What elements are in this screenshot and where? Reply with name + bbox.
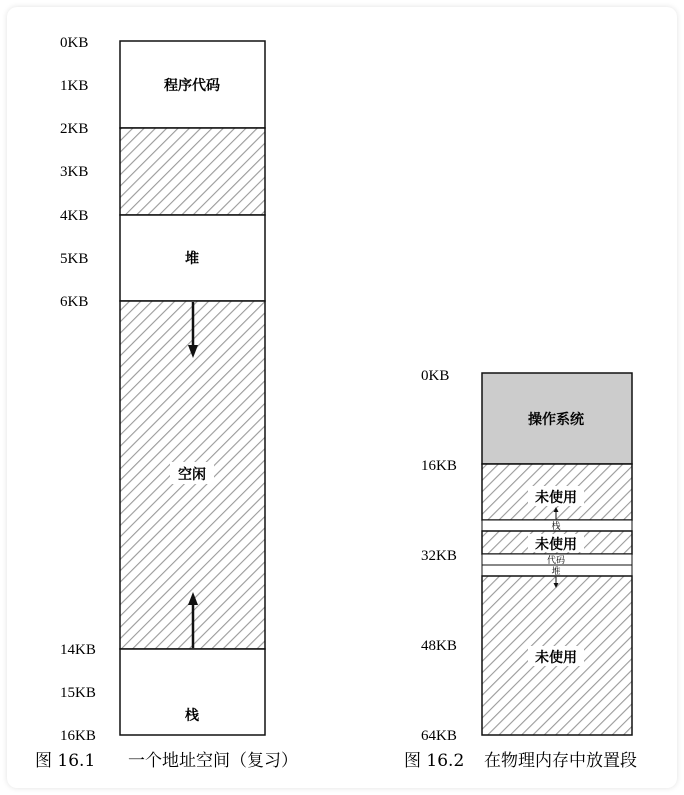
fig1-code-label: 程序代码: [164, 78, 220, 94]
fig2-caption-text: 在物理内存中放置段: [484, 751, 637, 771]
fig1-tick-1kb: 1KB: [60, 78, 89, 94]
fig2-code-label: 代码: [546, 556, 566, 566]
fig1-tick-16kb: 16KB: [60, 728, 96, 744]
fig2-tick-16kb: 16KB: [421, 458, 457, 474]
fig2-tick-64kb: 64KB: [421, 728, 457, 744]
fig2-unused-label-2: 未使用: [535, 537, 577, 553]
fig1-heap-label: 堆: [185, 251, 199, 267]
fig1-caption-text: 一个地址空间（复习）: [128, 751, 298, 771]
fig2-caption-number: 图 16.2: [404, 751, 465, 771]
fig1-free-label: 空闲: [178, 467, 206, 483]
fig1-tick-0kb: 0KB: [60, 35, 89, 51]
fig2-tick-48kb: 48KB: [421, 638, 457, 654]
fig1-tick-2kb: 2KB: [60, 121, 89, 137]
physical-memory-diagram: [404, 368, 637, 771]
fig1-unused-segment: [120, 128, 265, 215]
fig2-os-label: 操作系统: [528, 412, 584, 428]
fig2-tick-32kb: 32KB: [421, 548, 457, 564]
fig1-caption-number: 图 16.1: [35, 751, 96, 771]
fig1-stack-label: 栈: [185, 708, 199, 724]
fig2-tick-0kb: 0KB: [421, 368, 450, 384]
fig1-tick-3kb: 3KB: [60, 164, 89, 180]
address-space-diagram: [35, 35, 298, 771]
fig1-tick-6kb: 6KB: [60, 294, 89, 310]
fig1-tick-14kb: 14KB: [60, 642, 96, 658]
fig1-tick-5kb: 5KB: [60, 251, 89, 267]
fig2-unused-label-3: 未使用: [535, 650, 577, 666]
fig2-heap-label: 堆: [551, 567, 561, 577]
fig1-tick-4kb: 4KB: [60, 208, 89, 224]
fig2-unused-label-1: 未使用: [535, 490, 577, 506]
fig1-tick-15kb: 15KB: [60, 685, 96, 701]
fig2-stack-label: 栈: [551, 522, 561, 532]
